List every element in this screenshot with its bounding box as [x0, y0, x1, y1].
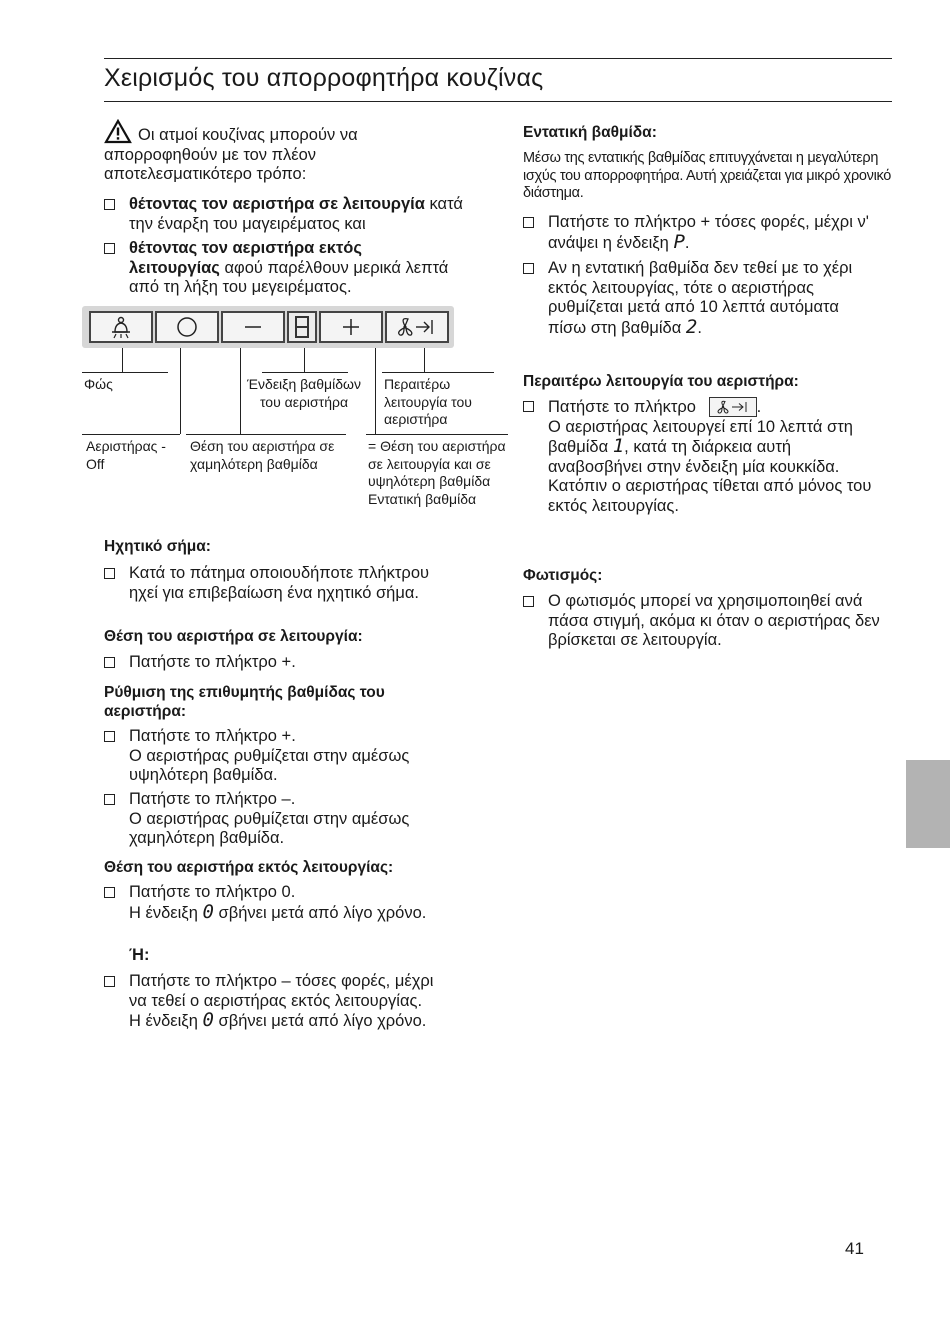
warning-icon [104, 119, 132, 144]
item-text: Ο αεριστήρας ρυθμίζεται στην αμέσως χαμηλότερη βαθμίδα. [129, 809, 410, 847]
item-text: Ο αεριστήρας ρυθμίζεται στην αμέσως υψηλότερη βαθμίδα. [129, 746, 410, 784]
item-text: Η ένδειξη [129, 1012, 198, 1030]
leader-line [186, 434, 346, 435]
list-item: Πατήστε το πλήκτρο + τόσες φορές, μέχρι ν' ανάψει η ένδειξη P. [523, 213, 873, 253]
list-item [523, 592, 883, 651]
chapter-tab [906, 760, 950, 848]
leader-line [82, 434, 180, 435]
label-higher: = Θέση του αεριστήρα σε λειτουργία και σε υψηλότερη βαθμίδα Εντατική βαθμίδα [368, 438, 506, 507]
section-heading-set: Ρύθμιση της επιθυμητής βαθμίδας του αεριστήρα: [104, 684, 385, 720]
light-button[interactable] [89, 311, 153, 343]
item-text: Πατήστε το πλήκτρο +. [129, 653, 296, 671]
checkbox-bullet [523, 401, 534, 412]
checkbox-bullet [104, 794, 115, 805]
display-digit: 0 [202, 1009, 214, 1031]
section-heading-on: Θέση του αεριστήρα σε λειτουργία: [104, 628, 363, 645]
item-text: Αν η εντατική βαθμίδα δεν τεθεί με το χέρι εκτός λειτουργίας, τότε ο αεριστήρας ρυθμίζεται μετά από 10 λεπτά αυτόματα πίσω στη βαθμίδα [548, 259, 853, 337]
checkbox-bullet [523, 263, 534, 274]
section-heading-light: Φωτισμός: [523, 567, 603, 584]
fan-timer-icon [387, 313, 447, 341]
item-text: σβήνει μετά από λίγο χρόνο. [218, 1012, 427, 1030]
item-text: Πατήστε το πλήκτρο 0. [129, 883, 296, 901]
display-digit: 2 [685, 315, 698, 338]
list-item [104, 195, 464, 234]
list-item [104, 239, 454, 298]
list-item [104, 653, 454, 673]
fan-off-button[interactable] [155, 311, 219, 343]
leader-line [304, 348, 305, 372]
fan-followup-key-icon [709, 397, 757, 417]
section-heading-intensive: Εντατική βαθμίδα: [523, 124, 657, 141]
lamp-icon [91, 313, 151, 341]
item-text: Πατήστε το πλήκτρο +. [129, 727, 296, 745]
item-text: Η ένδειξη [129, 903, 198, 922]
leader-line [424, 348, 425, 372]
plus-icon [321, 313, 381, 341]
checkbox-bullet [104, 199, 115, 210]
label-followup: Περαιτέρω λειτουργία του αεριστήρα [384, 376, 472, 427]
checkbox-bullet [104, 887, 115, 898]
section-heading-followup: Περαιτέρω λειτουργία του αεριστήρα: [523, 373, 799, 390]
checkbox-bullet [523, 596, 534, 607]
checkbox-bullet [104, 243, 115, 254]
circle-icon [157, 313, 217, 341]
display-digit: 0 [202, 900, 214, 923]
leader-line [375, 348, 376, 434]
leader-line [240, 348, 241, 434]
leader-line [366, 434, 508, 435]
leader-line [82, 372, 168, 373]
intro-block [104, 119, 434, 185]
item-text: Πατήστε το πλήκτρο –. [129, 790, 296, 808]
label-lower: Θέση του αεριστήρα σε χαμηλότερη βαθμίδα [190, 438, 335, 472]
checkbox-bullet [104, 568, 115, 579]
item-bold: θέτοντας τον αεριστήρα σε λειτουργία [129, 195, 425, 213]
leader-line [122, 348, 123, 372]
list-item [104, 727, 474, 786]
page-number: 41 [845, 1239, 864, 1258]
minus-button[interactable] [221, 311, 285, 343]
list-item: Αν η εντατική βαθμίδα δεν τεθεί με το χέρι εκτός λειτουργίας, τότε ο αεριστήρας ρυθμίζεται μετά από 10 λεπτά αυτόματα πίσω στη βαθμίδα 2. [523, 259, 878, 338]
level-display [287, 311, 317, 343]
display-digit: 1 [612, 435, 625, 457]
leader-line [180, 348, 181, 434]
plus-button[interactable] [319, 311, 383, 343]
item-text: Κατά το πάτημα οποιουδήποτε πλήκτρου ηχεί για επιβεβαίωση ένα ηχητικό σήμα. [129, 564, 430, 602]
control-panel [82, 306, 454, 348]
leader-line [262, 372, 348, 373]
seven-segment-digit [289, 313, 315, 341]
item-text: Πατήστε το πλήκτρο [548, 398, 696, 416]
minus-icon [223, 313, 283, 341]
item-text: , κατά τη διάρκεια αυτή αναβοσβήνει στην ένδειξη μία κουκκίδα. Κατόπιν ο αεριστήρας τίθεται από μόνος του εκτός λειτουργίας. [548, 438, 872, 515]
checkbox-bullet [104, 731, 115, 742]
list-item [104, 883, 444, 923]
intensive-text: Μέσω της εντατικής βαθμίδας επιτυγχάνεται η μεγαλύτερη ισχύς του απορροφητήρα. Αυτή χρειάζεται για μικρό χρονικό διάστημα. [523, 150, 892, 201]
section-heading-sound: Ηχητικό σήμα: [104, 538, 211, 555]
item-text: σβήνει μετά από λίγο χρόνο. [218, 903, 427, 922]
page-title: Χειρισμός του απορροφητήρα κουζίνας [104, 64, 544, 92]
or-label: Ή: [129, 946, 150, 964]
checkbox-bullet [104, 657, 115, 668]
display-digit: P [673, 230, 685, 253]
intro-text: Οι ατμοί κουζίνας μπορούν να απορροφηθούν με τον πλέον αποτελεσματικότερο τρόπο: [104, 126, 358, 183]
list-item: Πατήστε το πλήκτρο . Ο αεριστήρας λειτουργεί επί 10 λεπτά στη βαθμίδα 1, κατά τη διάρκεια αυτή αναβοσβήνει στην ένδειξη μία κουκκίδα. Κατόπιν ο αεριστήρας τίθεται από μόνος του εκτός λειτουργίας. [523, 397, 883, 516]
fan-followup-button[interactable] [385, 311, 449, 343]
checkbox-bullet [523, 217, 534, 228]
top-rule [104, 58, 892, 59]
item-text: Πατήστε το πλήκτρο + τόσες φορές, μέχρι ν' ανάψει η ένδειξη [548, 213, 869, 252]
item-rest: κατά την έναρξη του μαγειρέματος και [129, 195, 463, 233]
label-off: Αεριστήρας - Off [86, 438, 166, 472]
item-bold: θέτοντας τον αεριστήρα εκτός λειτουργίας [129, 239, 362, 277]
list-item [104, 790, 474, 849]
label-light: Φώς [84, 376, 113, 392]
checkbox-bullet [104, 976, 115, 987]
section-heading-off: Θέση του αεριστήρα εκτός λειτουργίας: [104, 859, 394, 876]
leader-line [382, 372, 494, 373]
list-item [104, 564, 454, 603]
item-text: Ο αεριστήρας λειτουργεί επί 10 λεπτά στη βαθμίδα [548, 417, 853, 456]
title-rule [104, 101, 892, 102]
item-rest: αφού παρέλθουν μερικά λεπτά από τη λήξη του μεγειρέματος. [129, 258, 449, 296]
list-item [104, 972, 449, 1032]
item-text: Ο φωτισμός μπορεί να χρησιμοποιηθεί ανά πάσα στιγμή, ακόμα κι όταν ο αεριστήρας δεν βρίσκεται σε λειτουργία. [548, 592, 880, 649]
label-display: Ένδειξη βαθμίδων του αεριστήρα [247, 376, 361, 410]
item-text: Πατήστε το πλήκτρο – τόσες φορές, μέχρι να τεθεί ο αεριστήρας εκτός λειτουργίας. [129, 972, 434, 1010]
